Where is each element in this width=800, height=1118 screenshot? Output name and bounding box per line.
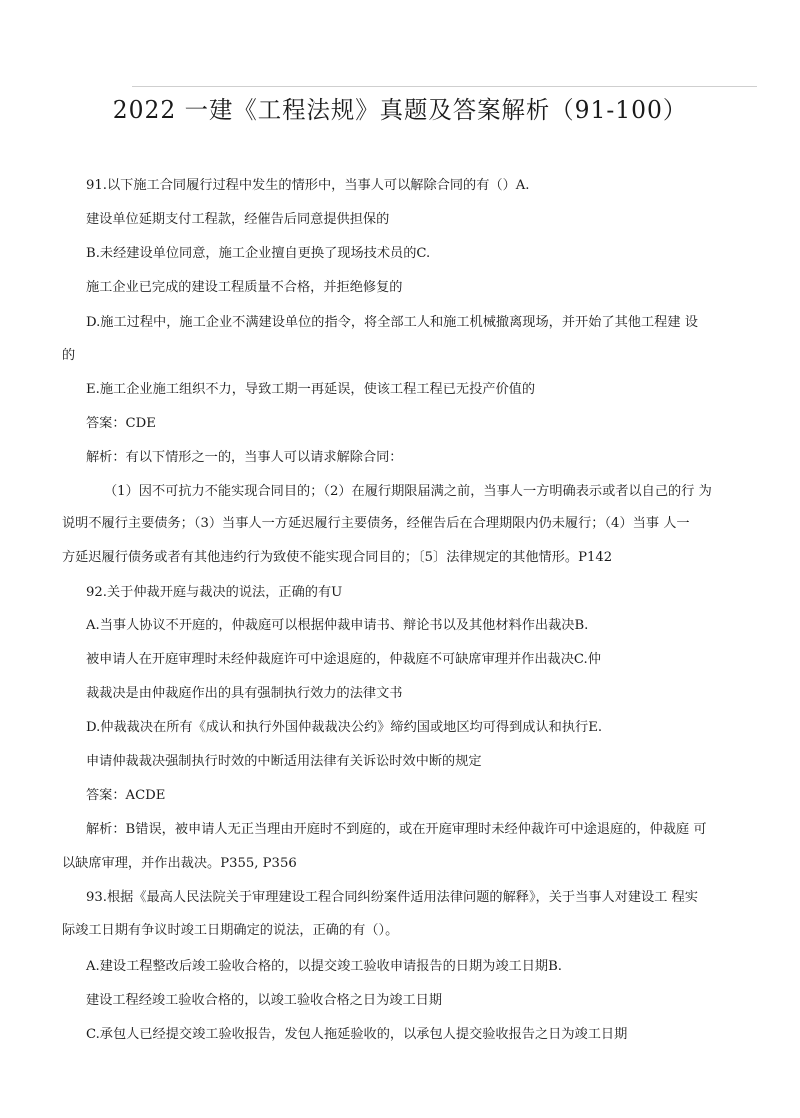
option-line: 建设工程经竣工验收合格的，以竣工验收合格之日为竣工日期	[86, 993, 443, 1008]
option-line: D.仲裁裁决在所有《成认和执行外国仲裁裁决公约》缔约国或地区均可得到成认和执行E.	[86, 720, 603, 735]
option-line: 申请仲裁裁决强制执行时效的中断适用法律有关诉讼时效中断的规定	[86, 754, 482, 769]
option-line: B.未经建设单位同意，施工企业擅自更换了现场技术员的C.	[86, 246, 431, 261]
page-title: 2022 一建《工程法规》真题及答案解析（91-100）	[112, 96, 688, 124]
title-rule	[132, 86, 757, 87]
answer-91: 答案：CDE	[86, 416, 156, 431]
question-91: 91.以下施工合同履行过程中发生的情形中，当事人可以解除合同的有（）A.	[86, 178, 530, 193]
option-line: A.建设工程整改后竣工验收合格的，以提交竣工验收申请报告的日期为竣工日期B.	[86, 959, 562, 974]
option-line: A.当事人协议不开庭的，仲裁庭可以根据仲裁申请书、辩论书以及其他材料作出裁决B.	[86, 618, 589, 633]
analysis-line: 以缺席审理，并作出裁决。P355, P356	[62, 856, 297, 871]
question-92: 92.关于仲裁开庭与裁决的说法，正确的有U	[86, 585, 343, 600]
option-line: C.承包人已经提交竣工验收报告，发包人拖延验收的，以承包人提交验收报告之日为竣工日期	[86, 1027, 628, 1042]
analysis-92: 解析：B错误，被申请人无正当理由开庭时不到庭的，或在开庭审理时未经仲裁许可中途退庭的，仲裁庭 可	[86, 822, 707, 837]
option-line: 施工企业已完成的建设工程质量不合格，并拒绝修复的	[86, 280, 403, 295]
question-93: 93.根据《最高人民法院关于审理建设工程合同纠纷案件适用法律问题的解释》，关于当事人对建设工 程实	[86, 890, 698, 905]
analysis-line: 说明不履行主要债务；（3）当事人一方延迟履行主要债务，经催告后在合理期限内仍未履行；（4）当事 人一	[62, 516, 690, 531]
option-line: 被申请人在开庭审理时未经仲裁庭许可中途退庭的，仲裁庭不可缺席审理并作出裁决C.仲	[86, 652, 601, 667]
option-line: 裁裁决是由仲裁庭作出的具有强制执行效力的法律文书	[86, 686, 403, 701]
option-line: 建设单位延期支付工程款，经催告后同意提供担保的	[86, 212, 390, 227]
answer-92: 答案：ACDE	[86, 788, 166, 803]
option-line: E.施工企业施工组织不力，导致工期一再延误，使该工程工程已无投产价值的	[86, 382, 536, 397]
analysis-line: （1）因不可抗力不能实现合同目的；（2）在履行期限届满之前，当事人一方明确表示或者以自己的行 为	[104, 484, 712, 499]
analysis-line: 方延迟履行债务或者有其他违约行为致使不能实现合同目的；〔5〕法律规定的其他情形。P142	[62, 550, 613, 565]
option-line: D.施工过程中，施工企业不满建设单位的指令，将全部工人和施工机械撤离现场，并开始了其他工程建 设	[86, 315, 698, 330]
analysis-91: 解析：有以下情形之一的，当事人可以请求解除合同：	[86, 450, 403, 465]
question-line: 际竣工日期有争议时竣工日期确定的说法，正确的有（）。	[62, 923, 399, 938]
option-line: 的	[62, 348, 76, 363]
